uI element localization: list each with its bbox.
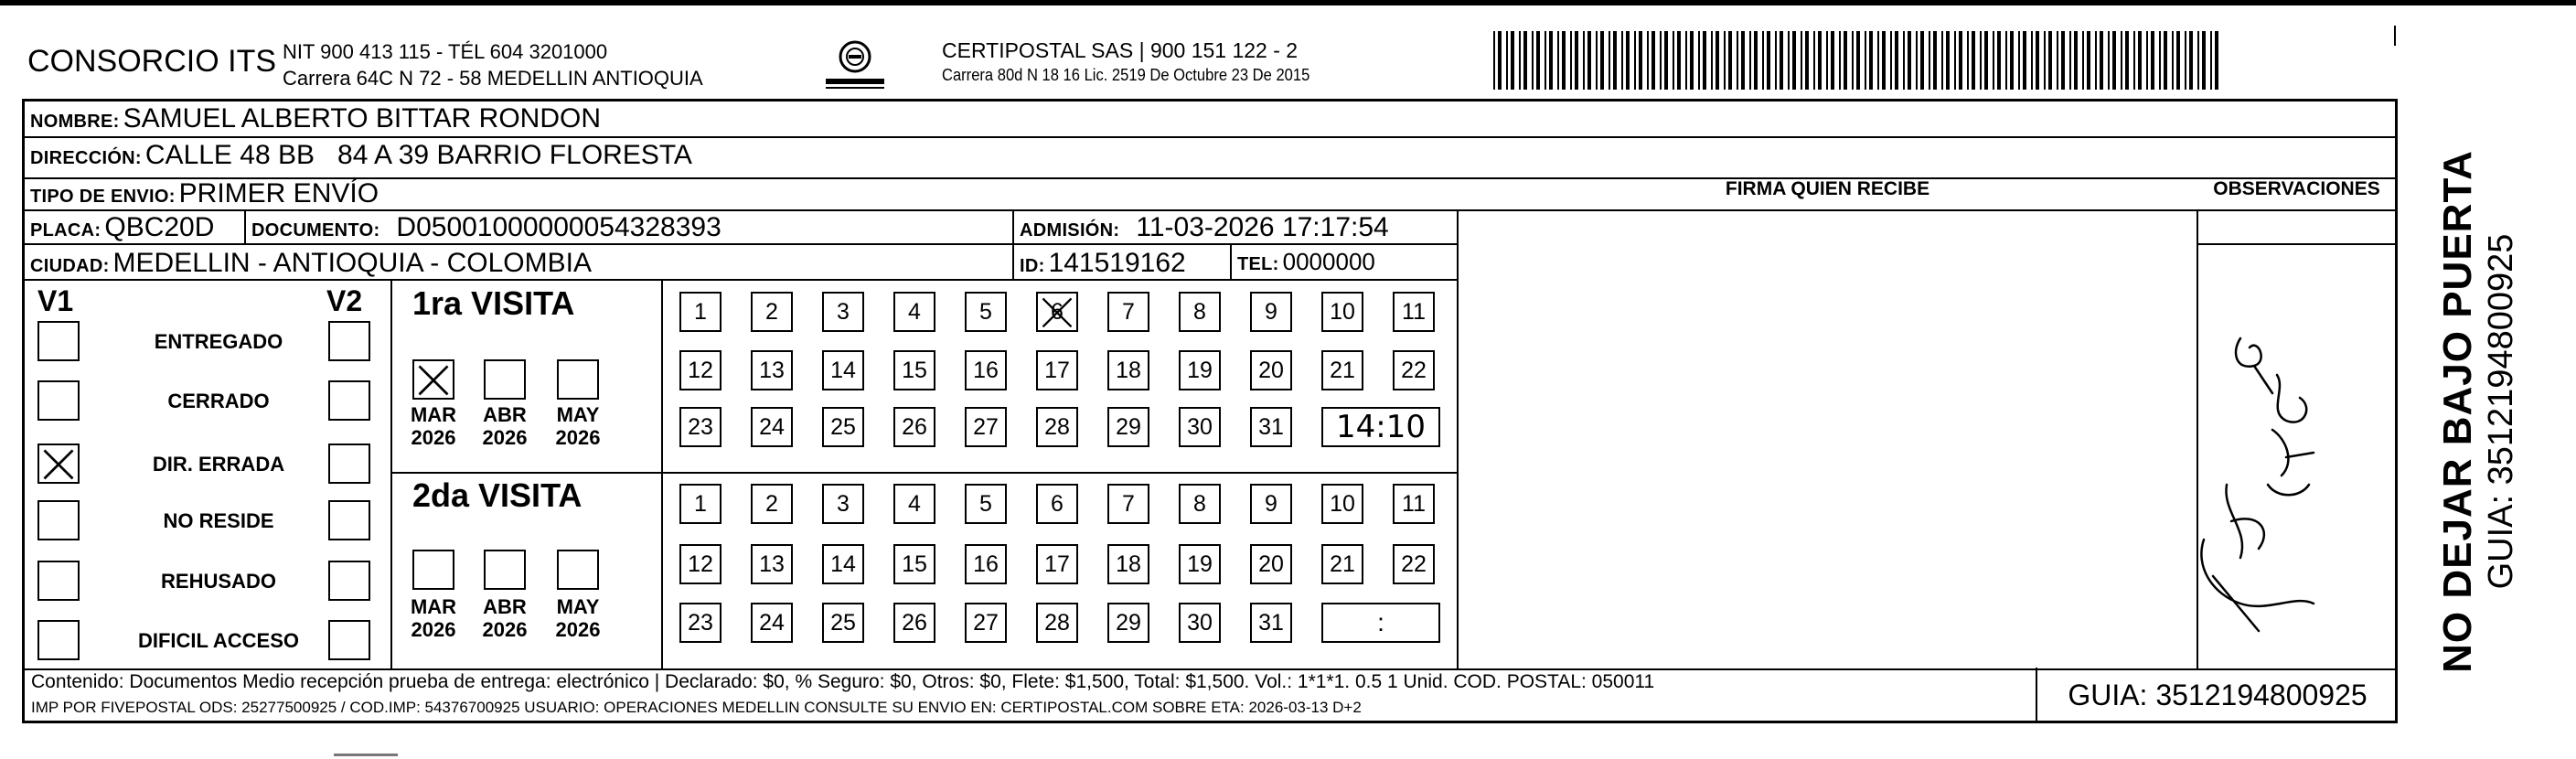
day-box[interactable] xyxy=(1036,350,1078,390)
documento-label: DOCUMENTO: xyxy=(251,220,380,241)
day-box[interactable] xyxy=(822,407,864,447)
day-box[interactable] xyxy=(893,350,935,390)
day-box[interactable] xyxy=(1250,350,1292,390)
direccion-label: DIRECCIÓN: xyxy=(30,148,142,168)
v2-checkbox[interactable] xyxy=(328,380,370,421)
v1-checkbox[interactable] xyxy=(37,620,80,660)
delivery-form xyxy=(22,99,2398,723)
visit-time[interactable] xyxy=(1321,407,1440,447)
admision-value: 11-03-2026 17:17:54 xyxy=(1136,212,1389,242)
day-number: 1 xyxy=(694,491,707,517)
status-label: DIFICIL ACCESO xyxy=(137,629,299,652)
guia-number: GUIA: 3512194800925 xyxy=(2036,668,2398,723)
day-number: 5 xyxy=(979,299,992,325)
edge-mark xyxy=(2394,26,2396,46)
day-box[interactable] xyxy=(1393,350,1435,390)
id-row xyxy=(1020,248,1186,279)
status-label: DIR. ERRADA xyxy=(152,453,285,476)
day-box[interactable] xyxy=(1393,544,1435,584)
day-box[interactable] xyxy=(679,544,721,584)
day-box[interactable] xyxy=(893,603,935,643)
day-box[interactable] xyxy=(1250,407,1292,447)
day-box[interactable] xyxy=(1179,407,1221,447)
day-number: 16 xyxy=(973,358,999,383)
month-checkbox[interactable] xyxy=(557,550,599,590)
day-number: 28 xyxy=(1044,414,1070,440)
day-box[interactable] xyxy=(751,603,793,643)
day-box[interactable] xyxy=(1036,292,1078,332)
day-number: 22 xyxy=(1401,358,1427,383)
day-number: 7 xyxy=(1122,299,1135,325)
bottom-dash xyxy=(334,754,398,756)
ciudad-row xyxy=(30,248,592,279)
observaciones-header: OBSERVACIONES xyxy=(2213,178,2380,199)
day-box[interactable] xyxy=(679,350,721,390)
nombre-row xyxy=(30,103,601,134)
admision-row xyxy=(1020,212,1389,243)
month-name: MAR xyxy=(410,403,457,426)
day-box[interactable] xyxy=(965,407,1007,447)
no-dejar-bajo-puerta: NO DEJAR BAJO PUERTA xyxy=(2435,150,2480,673)
month-year: 2026 xyxy=(555,426,601,449)
day-box[interactable] xyxy=(751,407,793,447)
day-number: 11 xyxy=(1402,491,1426,517)
month-year: 2026 xyxy=(482,426,528,449)
day-number: 19 xyxy=(1187,551,1213,577)
day-number: 9 xyxy=(1265,491,1277,517)
day-number: 24 xyxy=(759,414,785,440)
day-number: 18 xyxy=(1116,358,1141,383)
day-number: 25 xyxy=(830,610,856,636)
day-number: 6 xyxy=(1051,491,1064,517)
day-box[interactable] xyxy=(822,350,864,390)
visit-time-value: : xyxy=(1377,608,1384,636)
certipostal-line: CERTIPOSTAL SAS | 900 151 122 - 2 xyxy=(942,38,1299,62)
month-label xyxy=(473,403,537,449)
day-number: 22 xyxy=(1401,551,1427,577)
address-line: Carrera 64C N 72 - 58 MEDELLIN ANTIOQUIA xyxy=(283,67,703,90)
placa-row xyxy=(30,212,214,243)
day-number: 19 xyxy=(1187,358,1213,383)
status-label: ENTREGADO xyxy=(154,330,283,353)
day-number: 4 xyxy=(908,491,921,517)
day-number: 2 xyxy=(765,491,778,517)
month-year: 2026 xyxy=(555,618,601,641)
day-number: 8 xyxy=(1193,299,1206,325)
month-name: MAY xyxy=(556,595,600,618)
day-number: 20 xyxy=(1258,551,1284,577)
v2-checkbox[interactable] xyxy=(328,620,370,660)
day-number: 15 xyxy=(902,358,927,383)
tel-label: TEL: xyxy=(1237,254,1279,274)
day-box[interactable] xyxy=(965,292,1007,332)
day-number: 29 xyxy=(1116,610,1141,636)
day-box[interactable] xyxy=(893,407,935,447)
day-box[interactable] xyxy=(1250,292,1292,332)
status-label: NO RESIDE xyxy=(163,509,274,532)
day-number: 30 xyxy=(1187,610,1213,636)
day-number: 23 xyxy=(688,414,713,440)
day-box[interactable] xyxy=(1393,292,1435,332)
direccion-row xyxy=(30,140,692,171)
day-number: 17 xyxy=(1044,551,1070,577)
v1-checkbox[interactable] xyxy=(37,444,80,484)
day-box[interactable] xyxy=(965,603,1007,643)
day-number: 12 xyxy=(688,551,713,577)
day-box[interactable] xyxy=(1179,350,1221,390)
v2-checkbox[interactable] xyxy=(328,321,370,361)
v1-checkbox[interactable] xyxy=(37,561,80,601)
day-box[interactable] xyxy=(1179,484,1221,524)
day-number: 17 xyxy=(1044,358,1070,383)
status-label: CERRADO xyxy=(167,390,270,412)
tipo-value: PRIMER ENVÍO xyxy=(178,178,379,208)
month-name: ABR xyxy=(483,403,527,426)
day-number: 12 xyxy=(688,358,713,383)
day-box[interactable] xyxy=(1179,544,1221,584)
v2-checkbox[interactable] xyxy=(328,500,370,540)
admision-label: ADMISIÓN: xyxy=(1020,220,1120,241)
month-label xyxy=(546,403,610,449)
day-box[interactable] xyxy=(1321,544,1363,584)
day-box[interactable] xyxy=(965,544,1007,584)
day-number: 25 xyxy=(830,414,856,440)
status-label: REHUSADO xyxy=(161,570,276,593)
day-number: 31 xyxy=(1258,414,1284,440)
id-value: 141519162 xyxy=(1048,248,1186,278)
visit-title: 2da VISITA xyxy=(412,476,583,514)
day-box[interactable] xyxy=(893,544,935,584)
firma-header: FIRMA QUIEN RECIBE xyxy=(1725,178,1930,199)
placa-value: QBC20D xyxy=(104,212,215,242)
day-box[interactable] xyxy=(1036,603,1078,643)
day-box[interactable] xyxy=(893,484,935,524)
direccion-value: CALLE 48 BB 84 A 39 BARRIO FLORESTA xyxy=(144,140,692,170)
visit-title: 1ra VISITA xyxy=(412,284,575,322)
day-box[interactable] xyxy=(1250,544,1292,584)
day-box[interactable] xyxy=(1321,292,1363,332)
visit-time[interactable] xyxy=(1321,603,1440,643)
id-label: ID: xyxy=(1020,256,1045,276)
v1-header: V1 xyxy=(37,284,74,317)
day-number: 13 xyxy=(759,551,785,577)
tipo-label: TIPO DE ENVIO: xyxy=(30,187,176,207)
day-number: 14 xyxy=(830,551,856,577)
day-number: 3 xyxy=(837,299,850,325)
tel-row xyxy=(1237,248,1375,276)
day-box[interactable] xyxy=(1393,484,1435,524)
day-box[interactable] xyxy=(1107,292,1149,332)
day-box[interactable] xyxy=(1250,603,1292,643)
company-name: CONSORCIO ITS xyxy=(27,44,277,79)
day-number: 5 xyxy=(979,491,992,517)
day-box[interactable] xyxy=(1250,484,1292,524)
day-number: 31 xyxy=(1258,610,1284,636)
day-number: 13 xyxy=(759,358,785,383)
day-number: 30 xyxy=(1187,414,1213,440)
month-label xyxy=(401,403,465,449)
documento-value: D05001000000054328393 xyxy=(396,212,721,242)
day-number: 27 xyxy=(973,610,999,636)
company-info xyxy=(283,38,703,91)
day-number: 15 xyxy=(902,551,927,577)
handwritten-signature xyxy=(2186,302,2396,649)
ciudad-label: CIUDAD: xyxy=(30,256,110,276)
day-number: 4 xyxy=(908,299,921,325)
month-checkbox[interactable] xyxy=(412,359,454,400)
day-number: 7 xyxy=(1122,491,1135,517)
day-number: 2 xyxy=(765,299,778,325)
day-box[interactable] xyxy=(1179,603,1221,643)
v1-checkbox[interactable] xyxy=(37,321,80,361)
day-number: 18 xyxy=(1116,551,1141,577)
day-box[interactable] xyxy=(1107,484,1149,524)
day-box[interactable] xyxy=(965,350,1007,390)
month-label xyxy=(401,595,465,641)
nombre-value: SAMUEL ALBERTO BITTAR RONDON xyxy=(123,103,601,134)
day-number: 8 xyxy=(1193,491,1206,517)
month-checkbox[interactable] xyxy=(412,550,454,590)
day-box[interactable] xyxy=(822,603,864,643)
month-year: 2026 xyxy=(411,426,456,449)
day-box[interactable] xyxy=(1107,350,1149,390)
day-box[interactable] xyxy=(1321,484,1363,524)
day-box[interactable] xyxy=(751,292,793,332)
day-number: 28 xyxy=(1044,610,1070,636)
month-checkbox[interactable] xyxy=(484,359,526,400)
day-number: 27 xyxy=(973,414,999,440)
day-box[interactable] xyxy=(1321,350,1363,390)
day-number: 10 xyxy=(1330,491,1355,517)
day-number: 9 xyxy=(1265,299,1277,325)
day-box[interactable] xyxy=(751,484,793,524)
v1-checkbox[interactable] xyxy=(37,380,80,421)
month-checkbox[interactable] xyxy=(484,550,526,590)
side-notice xyxy=(2435,150,2521,673)
day-number: 29 xyxy=(1116,414,1141,440)
month-checkbox[interactable] xyxy=(557,359,599,400)
day-box[interactable] xyxy=(1107,407,1149,447)
month-name: MAR xyxy=(410,595,457,618)
tipo-row xyxy=(30,178,379,209)
day-number: 14 xyxy=(830,358,856,383)
day-box[interactable] xyxy=(1036,544,1078,584)
ciudad-value: MEDELLIN - ANTIOQUIA - COLOMBIA xyxy=(112,248,592,278)
tel-value: 0000000 xyxy=(1282,248,1375,275)
month-name: ABR xyxy=(483,595,527,618)
day-number: 20 xyxy=(1258,358,1284,383)
day-number: 21 xyxy=(1330,358,1355,383)
day-box[interactable] xyxy=(1179,292,1221,332)
month-year: 2026 xyxy=(411,618,456,641)
nombre-label: NOMBRE: xyxy=(30,112,120,132)
placa-label: PLACA: xyxy=(30,220,102,241)
v1-checkbox[interactable] xyxy=(37,500,80,540)
month-label xyxy=(473,595,537,641)
day-box[interactable] xyxy=(751,544,793,584)
day-number: 23 xyxy=(688,610,713,636)
day-box[interactable] xyxy=(679,484,721,524)
visit-time-value: 14:10 xyxy=(1336,409,1426,445)
month-name: MAY xyxy=(556,403,600,426)
day-box[interactable] xyxy=(822,484,864,524)
day-number: 16 xyxy=(973,551,999,577)
day-number: 3 xyxy=(837,491,850,517)
day-box[interactable] xyxy=(1107,603,1149,643)
day-box[interactable] xyxy=(965,484,1007,524)
footer-content: Contenido: Documentos Medio recepción prueba de entrega: electrónico | Declarado: $0, % Seguro: $0, Otros: $0, Flete: $1,500, Total: $1,500. Vol.: 1*1*1. 0.5 1 Unid. COD. POSTAL: 050011 xyxy=(31,671,1655,692)
day-box[interactable] xyxy=(679,603,721,643)
day-box[interactable] xyxy=(679,292,721,332)
day-box[interactable] xyxy=(822,292,864,332)
day-box[interactable] xyxy=(1036,407,1078,447)
side-guia: GUIA: 3512194800925 xyxy=(2482,233,2520,590)
day-number: 26 xyxy=(902,414,927,440)
day-number: 24 xyxy=(759,610,785,636)
day-box[interactable] xyxy=(893,292,935,332)
footer-print-info: IMP POR FIVEPOSTAL ODS: 25277500925 / COD.IMP: 54376700925 USUARIO: OPERACIONES MEDELLIN CONSULTE SU ENVIO EN: CERTIPOSTAL.COM SOBRE ETA: 2026-03-13 D+2 xyxy=(31,699,1362,716)
day-number: 6 xyxy=(1051,299,1064,325)
certipostal-logo-icon xyxy=(818,37,892,93)
month-year: 2026 xyxy=(482,618,528,641)
nit-line: NIT 900 413 115 - TÉL 604 3201000 xyxy=(283,40,608,63)
day-number: 26 xyxy=(902,610,927,636)
v2-checkbox[interactable] xyxy=(328,561,370,601)
month-label xyxy=(546,595,610,641)
day-number: 1 xyxy=(694,299,707,325)
barcode xyxy=(1493,31,2225,90)
documento-row xyxy=(251,212,721,243)
day-box[interactable] xyxy=(822,544,864,584)
v2-checkbox[interactable] xyxy=(328,444,370,484)
day-number: 11 xyxy=(1402,299,1426,325)
day-box[interactable] xyxy=(1107,544,1149,584)
day-number: 10 xyxy=(1330,299,1355,325)
v2-header: V2 xyxy=(326,284,363,317)
day-box[interactable] xyxy=(751,350,793,390)
day-box[interactable] xyxy=(679,407,721,447)
certipostal-license: Carrera 80d N 18 16 Lic. 2519 De Octubre 23 De 2015 xyxy=(942,66,1310,84)
top-border xyxy=(0,0,2576,5)
day-number: 21 xyxy=(1330,551,1355,577)
day-box[interactable] xyxy=(1036,484,1078,524)
